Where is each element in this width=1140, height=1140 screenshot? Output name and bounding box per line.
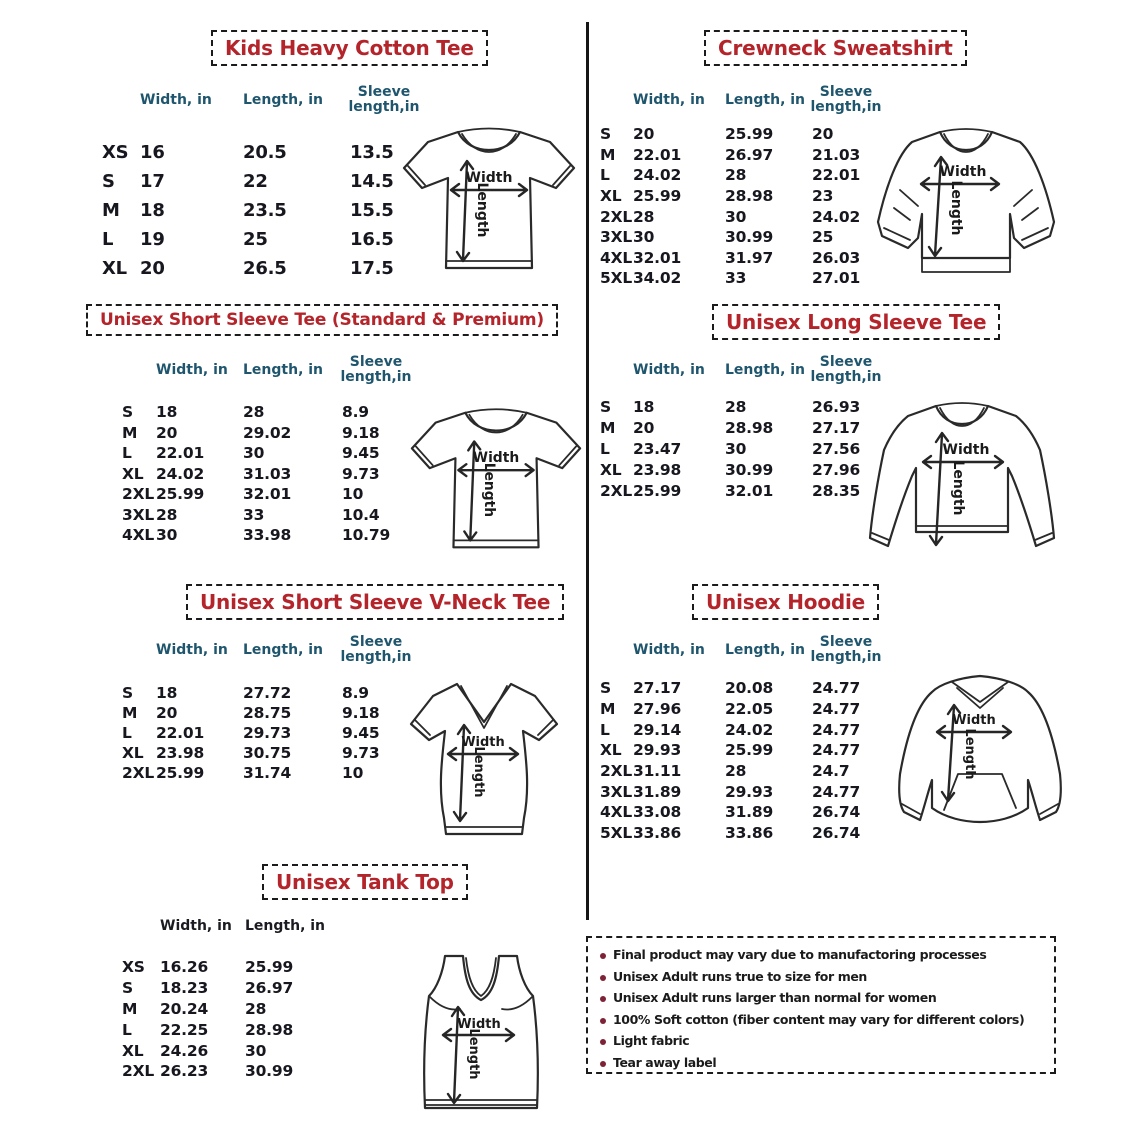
table-cell: 25.99 (633, 481, 682, 500)
table-cell: 22.01 (812, 166, 861, 185)
table-cell: 10.79 (342, 526, 391, 545)
table-cell: 16 (140, 141, 165, 163)
table-row (102, 196, 442, 225)
table-cell: 29.02 (243, 423, 292, 442)
table-cell: 20 (812, 125, 834, 144)
table-cell: 28 (725, 398, 747, 417)
table-cell: 26.97 (245, 979, 294, 998)
table-cell: 23.5 (243, 199, 287, 221)
panel-title: Unisex Hoodie (692, 584, 879, 620)
table-row (600, 248, 896, 269)
size-table (122, 957, 345, 1082)
table-cell: 28 (156, 505, 178, 524)
panel-title: Unisex Long Sleeve Tee (712, 304, 1000, 340)
table-cell: 24.02 (633, 166, 682, 185)
table-cell: 29.93 (633, 741, 682, 760)
note-item (598, 990, 1044, 1012)
column-header: Length, in (245, 917, 326, 934)
notes-box (586, 936, 1056, 1074)
table-cell: 3XL (122, 505, 155, 524)
table-cell: L (600, 166, 610, 185)
table-cell: 2XL (122, 485, 155, 504)
table-cell: L (600, 439, 610, 458)
size-table (600, 397, 896, 501)
table-cell: 22.05 (725, 700, 774, 719)
table-cell: 18 (140, 199, 165, 221)
table-cell: 31.74 (243, 764, 292, 782)
table-cell: 22 (243, 170, 268, 192)
table-cell: 9.73 (342, 744, 380, 762)
table-cell: 2XL (122, 764, 155, 782)
bullet-icon (600, 953, 606, 959)
table-cell: 26.23 (160, 1062, 209, 1081)
table-cell: XS (122, 958, 145, 977)
table-cell: 26.97 (725, 145, 774, 164)
panel-title: Kids Heavy Cotton Tee (211, 30, 488, 66)
table-row (600, 418, 896, 439)
table-cell: 24.77 (812, 720, 861, 739)
table-cell: 32.01 (633, 248, 682, 267)
table-cell: L (122, 724, 132, 742)
table-row (600, 186, 896, 207)
table-cell: XL (600, 741, 622, 760)
size-table (600, 124, 896, 289)
note-text: Unisex Adult runs true to size for men (613, 968, 867, 984)
table-cell: 2XL (122, 1062, 155, 1081)
table-cell: 30.99 (725, 228, 774, 247)
table-cell: 32.01 (243, 485, 292, 504)
table-row (102, 254, 442, 283)
long-sleeve-tee-illustration (866, 398, 1058, 554)
table-cell: L (600, 720, 610, 739)
note-text: 100% Soft cotton (fiber content may vary for different colors) (613, 1011, 1025, 1027)
length-label: Length (474, 182, 490, 238)
table-cell: 17 (140, 170, 165, 192)
table-cell: 30 (633, 228, 655, 247)
table-header-row (600, 352, 900, 388)
table-cell: 30 (725, 439, 747, 458)
column-header: Length, in (725, 91, 806, 108)
table-cell: 8.9 (342, 684, 369, 702)
table-cell: L (122, 1020, 132, 1039)
table-cell: 27.96 (633, 700, 682, 719)
table-cell: 30 (156, 526, 178, 545)
table-row (102, 138, 442, 167)
table-cell: 31.89 (633, 782, 682, 801)
table-cell: 5XL (600, 824, 633, 843)
width-label: Width (942, 442, 990, 458)
table-cell: 20 (140, 257, 165, 279)
table-row (122, 423, 434, 444)
column-header: Sleeve length,in (810, 354, 882, 385)
column-header: Sleeve length,in (810, 634, 882, 665)
garment-outline (878, 129, 1054, 272)
table-cell: 2XL (600, 762, 633, 781)
table-cell: 20.5 (243, 141, 287, 163)
table-cell: 31.89 (725, 803, 774, 822)
table-cell: 26.74 (812, 824, 861, 843)
panel-title: Unisex Short Sleeve V-Neck Tee (186, 584, 564, 620)
bullet-icon (600, 1039, 606, 1045)
bullet-icon (600, 975, 606, 981)
table-cell: 24.02 (725, 720, 774, 739)
table-cell: 28.98 (725, 187, 774, 206)
table-row (102, 225, 442, 254)
column-header: Length, in (243, 641, 324, 658)
table-cell: 30 (243, 444, 265, 463)
table-cell: 32.01 (725, 481, 774, 500)
table-cell: 24.02 (812, 207, 861, 226)
table-cell: M (102, 199, 120, 221)
vneck-tee-illustration (405, 676, 563, 840)
crewneck-sweatshirt-illustration (866, 124, 1066, 286)
table-row (600, 268, 896, 289)
bullet-icon (600, 996, 606, 1002)
table-cell: 31.03 (243, 464, 292, 483)
table-row (122, 505, 434, 526)
table-cell: 3XL (600, 228, 633, 247)
length-label: Length (950, 460, 966, 516)
short-sleeve-tee-illustration (404, 402, 588, 562)
note-item (598, 969, 1044, 991)
table-cell: 24.77 (812, 679, 861, 698)
panel-title: Unisex Tank Top (262, 864, 468, 900)
table-row (600, 227, 896, 248)
table-cell: S (600, 679, 611, 698)
note-text: Tear away label (613, 1054, 717, 1070)
table-cell: 23.98 (156, 744, 205, 762)
table-cell: 28 (725, 166, 747, 185)
table-row (600, 761, 896, 782)
table-cell: 25.99 (156, 764, 205, 782)
table-cell: 15.5 (350, 199, 394, 221)
table-row (600, 719, 896, 740)
table-row (122, 957, 345, 978)
table-cell: 9.45 (342, 724, 380, 742)
table-cell: 25.99 (156, 485, 205, 504)
table-cell: 18.23 (160, 979, 209, 998)
table-cell: 5XL (600, 269, 633, 288)
table-cell: 10 (342, 764, 364, 782)
table-cell: 20 (633, 419, 655, 438)
table-cell: 27.17 (812, 419, 861, 438)
table-cell: 33.08 (633, 803, 682, 822)
column-header: Length, in (243, 361, 324, 378)
table-header-row (122, 912, 352, 940)
table-cell: 10 (342, 485, 364, 504)
table-row (600, 459, 896, 480)
table-cell: M (122, 423, 138, 442)
table-cell: 24.26 (160, 1041, 209, 1060)
table-cell: 28.98 (725, 419, 774, 438)
table-cell: 26.03 (812, 248, 861, 267)
hoodie-illustration (886, 670, 1074, 842)
table-row (122, 1019, 345, 1040)
table-cell: 28 (245, 999, 267, 1018)
column-header: Sleeve length,in (810, 84, 882, 115)
width-label: Width (472, 450, 520, 467)
column-header: Width, in (633, 361, 705, 378)
table-cell: 28.35 (812, 481, 861, 500)
table-cell: 4XL (600, 803, 633, 822)
table-cell: 31.97 (725, 248, 774, 267)
table-cell: 17.5 (350, 257, 394, 279)
table-cell: 9.73 (342, 464, 380, 483)
note-item (598, 947, 1044, 969)
table-cell: 22.01 (156, 724, 205, 742)
length-label: Length (471, 746, 486, 798)
table-cell: 26.5 (243, 257, 287, 279)
table-cell: 25.99 (633, 187, 682, 206)
table-cell: M (122, 999, 138, 1018)
panel-title: Crewneck Sweatshirt (704, 30, 967, 66)
table-cell: 29.73 (243, 724, 292, 742)
bullet-icon (600, 1061, 606, 1067)
table-cell: M (600, 700, 616, 719)
table-cell: 30.99 (245, 1062, 294, 1081)
note-text: Light fabric (613, 1033, 690, 1048)
table-cell: 2XL (600, 481, 633, 500)
table-cell: 27.17 (633, 679, 682, 698)
table-cell: 27.72 (243, 684, 292, 702)
column-header: Length, in (725, 361, 806, 378)
table-header-row (122, 352, 442, 388)
length-label: Length (481, 462, 498, 518)
table-cell: S (122, 979, 133, 998)
table-cell: 30.75 (243, 744, 292, 762)
table-cell: 30 (245, 1041, 267, 1060)
table-row (600, 699, 896, 720)
table-cell: XL (600, 460, 622, 479)
table-cell: 28 (633, 207, 655, 226)
table-cell: 21.03 (812, 145, 861, 164)
table-cell: 20 (156, 423, 178, 442)
size-table (122, 683, 434, 783)
table-cell: 30.99 (725, 460, 774, 479)
table-cell: M (122, 704, 138, 722)
table-cell: 33.86 (725, 824, 774, 843)
table-cell: 24.02 (156, 464, 205, 483)
table-cell: 16.5 (350, 228, 394, 250)
table-cell: 18 (633, 398, 655, 417)
table-cell: 34.02 (633, 269, 682, 288)
table-cell: 24.77 (812, 782, 861, 801)
table-row (122, 1061, 345, 1082)
table-row (122, 723, 434, 743)
note-item (598, 1033, 1044, 1055)
table-cell: 29.14 (633, 720, 682, 739)
table-cell: 23 (812, 187, 834, 206)
table-cell: 20.24 (160, 999, 209, 1018)
table-cell: 23.98 (633, 460, 682, 479)
table-cell: 20.08 (725, 679, 774, 698)
table-cell: XL (122, 1041, 144, 1060)
table-cell: 33 (243, 505, 265, 524)
table-cell: 28 (725, 762, 747, 781)
width-label: Width (457, 1017, 501, 1032)
table-row (122, 743, 434, 763)
table-row (122, 703, 434, 723)
length-label: Length (962, 728, 977, 780)
table-cell: 31.11 (633, 762, 682, 781)
column-header: Length, in (243, 91, 324, 108)
table-cell: 22.25 (160, 1020, 209, 1039)
table-cell: 26.93 (812, 398, 861, 417)
tank-top-illustration (418, 950, 544, 1120)
table-cell: XL (102, 257, 127, 279)
table-cell: XL (122, 744, 144, 762)
length-label: Length (466, 1028, 481, 1080)
width-label: Width (952, 713, 996, 728)
table-cell: XL (122, 464, 144, 483)
column-header: Sleeve length,in (348, 84, 420, 115)
table-cell: XL (600, 187, 622, 206)
note-item (598, 1012, 1044, 1034)
table-cell: S (600, 125, 611, 144)
column-header: Sleeve length,in (340, 354, 412, 385)
note-text: Unisex Adult runs larger than normal for women (613, 990, 937, 1005)
size-table (600, 678, 896, 844)
table-cell: 25.99 (245, 958, 294, 977)
table-cell: 33 (725, 269, 747, 288)
width-label: Width (461, 735, 505, 750)
table-cell: 26.74 (812, 803, 861, 822)
table-cell: 24.7 (812, 762, 850, 781)
table-cell: 27.56 (812, 439, 861, 458)
table-cell: 9.18 (342, 423, 380, 442)
column-header: Width, in (156, 641, 228, 658)
table-cell: 28 (243, 403, 265, 422)
table-row (122, 683, 434, 703)
table-cell: 18 (156, 684, 178, 702)
panel-title: Unisex Short Sleeve Tee (Standard & Premium) (86, 304, 558, 336)
table-row (122, 443, 434, 464)
garment-outline (899, 676, 1061, 822)
table-row (122, 1040, 345, 1061)
table-cell: 20 (633, 125, 655, 144)
table-cell: 25 (812, 228, 834, 247)
table-row (600, 397, 896, 418)
table-cell: 13.5 (350, 141, 394, 163)
table-cell: S (600, 398, 611, 417)
table-row (600, 480, 896, 501)
bullet-icon (600, 1018, 606, 1024)
note-item (598, 1055, 1044, 1077)
table-cell: 24.77 (812, 741, 861, 760)
table-cell: 9.18 (342, 704, 380, 722)
table-cell: 18 (156, 403, 178, 422)
table-cell: 8.9 (342, 403, 369, 422)
table-cell: 25.99 (725, 741, 774, 760)
table-cell: 16.26 (160, 958, 209, 977)
column-header: Width, in (160, 917, 232, 934)
table-header-row (600, 632, 900, 668)
table-row (102, 167, 442, 196)
table-cell: L (122, 444, 132, 463)
table-cell: 3XL (600, 782, 633, 801)
table-cell: 30 (725, 207, 747, 226)
table-header-row (600, 82, 900, 118)
table-cell: S (122, 403, 133, 422)
table-cell: 4XL (122, 526, 155, 545)
table-cell: XS (102, 141, 129, 163)
table-row (122, 402, 434, 423)
table-cell: 22.01 (156, 444, 205, 463)
table-cell: 19 (140, 228, 165, 250)
table-cell: 33.86 (633, 824, 682, 843)
column-header: Width, in (633, 641, 705, 658)
table-cell: L (102, 228, 114, 250)
table-cell: 27.96 (812, 460, 861, 479)
table-cell: 9.45 (342, 444, 380, 463)
table-row (600, 678, 896, 699)
table-row (122, 763, 434, 783)
column-header: Width, in (140, 91, 212, 108)
table-cell: 28.75 (243, 704, 292, 722)
column-header: Width, in (156, 361, 228, 378)
note-text: Final product may vary due to manufactoring processes (613, 947, 987, 962)
table-cell: S (122, 684, 133, 702)
table-cell: 20 (156, 704, 178, 722)
table-cell: 25.99 (725, 125, 774, 144)
table-row (122, 999, 345, 1020)
column-header: Length, in (725, 641, 806, 658)
table-row (600, 740, 896, 761)
table-header-row (122, 632, 442, 668)
column-header: Sleeve length,in (340, 634, 412, 665)
table-cell: 27.01 (812, 269, 861, 288)
table-cell: 33.98 (243, 526, 292, 545)
table-cell: 22.01 (633, 145, 682, 164)
table-row (122, 525, 434, 546)
table-cell: M (600, 419, 616, 438)
table-row (122, 978, 345, 999)
table-row (600, 802, 896, 823)
table-header-row (102, 82, 442, 118)
table-row (600, 781, 896, 802)
table-row (600, 823, 896, 844)
size-table (102, 138, 442, 282)
table-row (122, 484, 434, 505)
table-row (600, 165, 896, 186)
width-label: Width (939, 164, 987, 180)
table-row (600, 124, 896, 145)
table-cell: 29.93 (725, 782, 774, 801)
table-cell: 28.98 (245, 1020, 294, 1039)
table-row (600, 145, 896, 166)
table-cell: 24.77 (812, 700, 861, 719)
table-cell: S (102, 170, 115, 192)
table-row (122, 464, 434, 485)
table-row (600, 439, 896, 460)
table-cell: 25 (243, 228, 268, 250)
table-cell: 2XL (600, 207, 633, 226)
table-cell: 10.4 (342, 505, 380, 524)
width-label: Width (465, 170, 513, 186)
table-cell: 4XL (600, 248, 633, 267)
table-row (600, 206, 896, 227)
kids-tee-illustration (396, 122, 582, 282)
length-label: Length (948, 180, 964, 236)
column-header: Width, in (633, 91, 705, 108)
table-cell: M (600, 145, 616, 164)
table-cell: 23.47 (633, 439, 682, 458)
size-table (122, 402, 434, 546)
table-cell: 14.5 (350, 170, 394, 192)
